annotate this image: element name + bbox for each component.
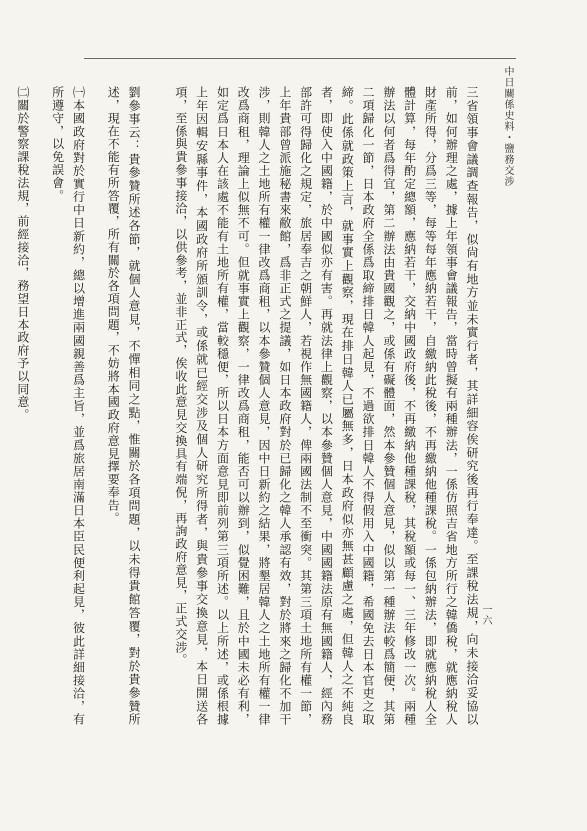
header-rule — [84, 58, 516, 59]
numbered-item: ㈠本國政府對於實行中日新約，總以增進兩國親善爲主旨，並爲旅居南滿日本臣民便利起見，彼此詳細接洽，有所遵守，以免誤會。 — [50, 86, 86, 726]
numbered-item: ㈡關於警察課稅法規，前經接洽，務望日本政府予以同意。 — [15, 86, 30, 422]
running-title: 中日關係史料・鹽務交涉 — [502, 66, 513, 187]
body-paragraph: 三省領事會議調查報告，似尙有地方並未實行者，其詳細容俟研究後再行奉達。至課稅法規，向未接洽妥協以前，如何辦理之處，據上年領事會議報告，當時曾擬有兩種辦法，一係仿照吉省地方所行之韓僑稅，就應納稅人財產所得，分爲三等，每等每年應納若干，自繳納此稅後，不再繳納他種課稅。一係包納辦法，即就應納稅人全體計算，每年酌定總額，應納若干，交納中國政府後，不再繳納他種課稅，其稅額或每一、三年修改一次。兩種辦法以何者爲得宜，第二辦法由貴國觀之，或係有礙體面，然本參贊個人意見，似以第一種辦法較爲簡便，其第二項歸化一節，日本政府全係爲取締排日韓人起見，不過欲排日韓人不得假用入中國籍，希國免去日本官吏之取締。此係就政策上言，就事實上觀察，現在排日韓人已屬無多，日本政府似亦無甚顧慮之處，但韓人之不純良者，即使入中國籍，於中國似亦有害。再就法律上觀察，以本參贊個人意見，中國國籍法原有無國籍人，經內務部許可得歸化之規定，旅居奉吉之朝鮮人，若視作無國籍人，俾兩國法制不至衝突。其第三項土地所有權一節，上年貴部曾派施秘書來敝館，爲非正式之提議，如日本政府對於已歸化之韓人承認有效，對於將來之歸化不加干涉，則韓人之土地所有權一律改爲商租，以本參贊個人意見，因中日新約之結果，將墾居韓人之土地所有權一律改爲商租，理論上似無不可。但就事實上觀察，一律改爲商租，能否可以辦到，似覺困難，且於中國未必有利，如定爲日本人在該處不能有土地所有權，當較穩便，所以日本方面意見即前列第三項所述。以上所述，或係根據上年因輯安縣事件，本國政府所頒訓令，或係就已經交涉及個人研究所得者，與貴參事交換意見，本日開送各項，至係與貴參事接洽，以供參考，並非正式，俟收此意見交換具有端倪，再詢政府意見，正式交涉。 — [173, 86, 479, 726]
body-paragraph: 劉參事云：貴參贊所述各節，就個人意見，不憚相同之點，惟關於各項問題，以未得貴館答覆，對於貴參贊所述，現在不能有所答覆，所有關於各項問題，不妨將本國政府意見擇要奉告。 — [106, 86, 142, 726]
body-text — [15, 86, 482, 726]
page-number: 一六 — [480, 604, 491, 626]
